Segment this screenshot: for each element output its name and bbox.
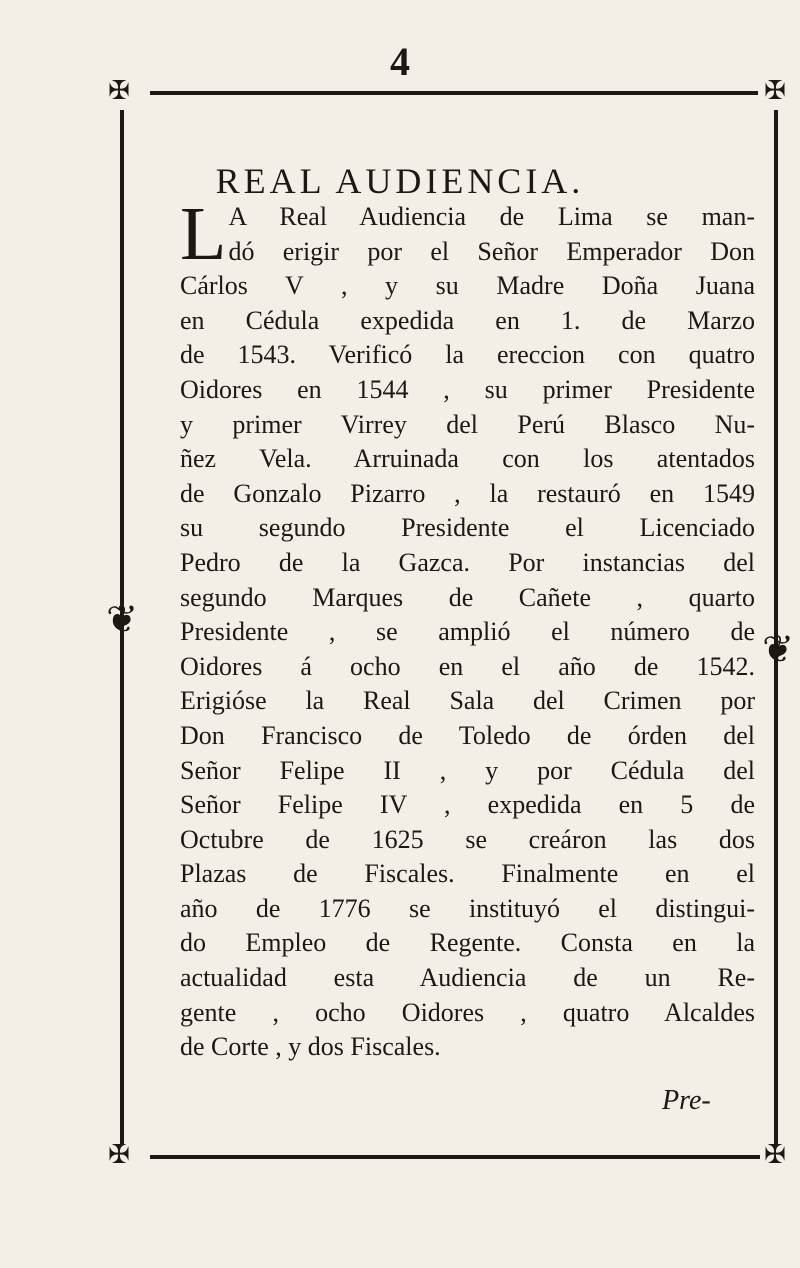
text-line: do Empleo de Regente. Consta en la [180, 928, 755, 958]
text-line: su segundo Presidente el Licenciado [180, 513, 755, 543]
body-paragraph [180, 192, 755, 1065]
text-line: de Gonzalo Pizarro , la restauró en 1549 [180, 478, 755, 508]
text-line: Plazas de Fiscales. Finalmente en el [180, 859, 755, 889]
text-line: dó erigir por el Señor Emperador Don [228, 236, 755, 266]
text-line: Oidores á ocho en el año de 1542. [180, 651, 755, 681]
top-border-rule [150, 91, 758, 95]
text-line: en Cédula expedida en 1. de Marzo [180, 305, 755, 335]
text-line: Señor Felipe II , y por Cédula del [180, 755, 755, 785]
text-line: año de 1776 se instituyó el distingui- [180, 893, 755, 923]
corner-ornament-icon: ✠ [764, 1140, 786, 1170]
corner-ornament-icon: ✠ [108, 76, 130, 106]
catchword: Pre- [662, 1085, 711, 1116]
text-line: Don Francisco de Toledo de órden del [180, 720, 755, 750]
text-line: Señor Felipe IV , expedida en 5 de [180, 790, 755, 820]
side-ornament-icon: ❦ [106, 597, 138, 641]
text-line: Pedro de la Gazca. Por instancias del [180, 547, 755, 577]
text-line: Cárlos V , y su Madre Doña Juana [180, 271, 755, 301]
text-line: ñez Vela. Arruinada con los atentados [180, 444, 755, 474]
text-line: Oidores en 1544 , su primer Presidente [180, 374, 755, 404]
text-line: segundo Marques de Cañete , quarto [180, 582, 755, 612]
text-line: Erigióse la Real Sala del Crimen por [180, 686, 755, 716]
drop-cap: L [180, 192, 227, 276]
side-ornament-icon: ❦ [762, 627, 794, 671]
corner-ornament-icon: ✠ [108, 1140, 130, 1170]
text-line: y primer Virrey del Perú Blasco Nu- [180, 409, 755, 439]
text-line: gente , ocho Oidores , quatro Alcaldes [180, 997, 755, 1027]
text-line: de 1543. Verificó la ereccion con quatro [180, 340, 755, 370]
text-line: Octubre de 1625 se creáron las dos [180, 824, 755, 854]
text-line: Presidente , se amplió el número de [180, 617, 755, 647]
section-heading: REAL AUDIENCIA. [215, 161, 585, 201]
corner-ornament-icon: ✠ [764, 76, 786, 106]
text-line: A Real Audiencia de Lima se man- [228, 202, 755, 231]
text-line: actualidad esta Audiencia de un Re- [180, 963, 755, 993]
text-line: de Corte , y dos Fiscales. [180, 1032, 441, 1062]
bottom-border-rule [150, 1155, 760, 1159]
page-number: 4 [390, 39, 410, 84]
